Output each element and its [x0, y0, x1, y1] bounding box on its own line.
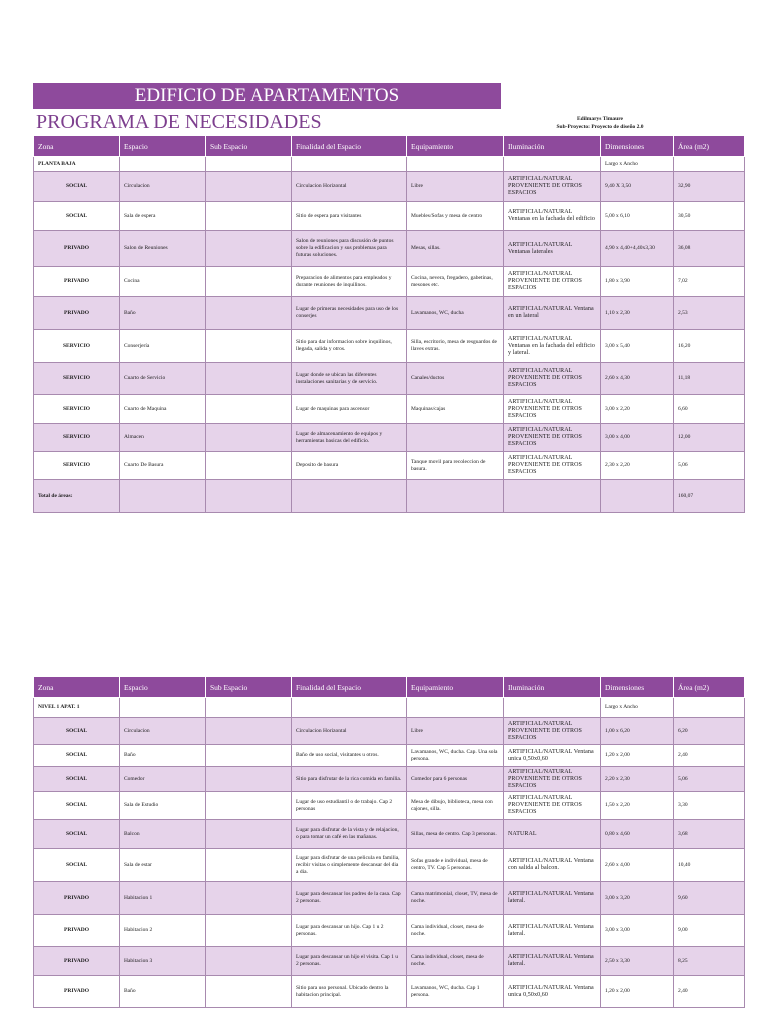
- dimensiones-cell: 0,80 x 4,60: [601, 820, 674, 849]
- dimensiones-cell: 3,00 x 4,00: [601, 424, 674, 452]
- espacio-cell: Habitacion 3: [120, 947, 206, 976]
- espacio-cell: Baño: [120, 745, 206, 767]
- espacio-cell: Circulacion: [120, 172, 206, 202]
- equipamiento-cell: Libre: [407, 172, 504, 202]
- area-cell: 16,20: [674, 330, 745, 363]
- table-row: [34, 849, 745, 882]
- zona-cell: SOCIAL: [34, 792, 120, 820]
- espacio-cell: [120, 480, 206, 513]
- zona-cell: PRIVADO: [34, 297, 120, 330]
- zona-cell: Total de áreas:: [34, 480, 120, 513]
- finalidad-cell: Sitio de espera para visitantes: [292, 202, 407, 231]
- area-cell: 30,50: [674, 202, 745, 231]
- area-cell: 32,90: [674, 172, 745, 202]
- table-row: [34, 267, 745, 297]
- area-cell: 2,40: [674, 745, 745, 767]
- table-row: [34, 745, 745, 767]
- table-row: [34, 395, 745, 424]
- iluminacion-cell: ARTIFICIAL/NATURAL Ventana en un lateral: [504, 297, 601, 330]
- equipamiento-cell: Tanque movil para recoleccion de basura.: [407, 452, 504, 480]
- dimensiones-cell: 9,40 X 3,50: [601, 172, 674, 202]
- zona-cell: SOCIAL: [34, 745, 120, 767]
- zona-cell: SOCIAL: [34, 849, 120, 882]
- document-title: EDIFICIO DE APARTAMENTOS: [33, 83, 501, 109]
- espacio-cell: Comedor: [120, 767, 206, 792]
- table-header-row: [34, 136, 745, 157]
- sub-espacio-cell: [206, 976, 292, 1008]
- area-cell: 7,02: [674, 267, 745, 297]
- zona-cell: SOCIAL: [34, 820, 120, 849]
- espacio-cell: Sala de estar: [120, 849, 206, 882]
- dimensiones-cell: 3,00 x 2,20: [601, 395, 674, 424]
- table-row: [34, 915, 745, 947]
- table-body: [34, 157, 745, 513]
- finalidad-cell: Baño de uso social, visitantes u otros.: [292, 745, 407, 767]
- table-row: [34, 698, 745, 718]
- finalidad-cell: Lugar de maquinas para ascensor: [292, 395, 407, 424]
- zona-cell: SOCIAL: [34, 202, 120, 231]
- sub-espacio-cell: [206, 792, 292, 820]
- espacio-cell: Habitacion 2: [120, 915, 206, 947]
- iluminacion-cell: ARTIFICIAL/NATURAL PROVENIENTE DE OTROS ESPACIOS: [504, 267, 601, 297]
- dimensiones-cell: 1,80 x 3,90: [601, 267, 674, 297]
- area-cell: 2,40: [674, 976, 745, 1008]
- equipamiento-cell: Muebles/Sofas y mesa de centro: [407, 202, 504, 231]
- sub-espacio-cell: [206, 882, 292, 915]
- table-row: [34, 297, 745, 330]
- table-row: [34, 976, 745, 1008]
- finalidad-cell: Circulacion Horizontal: [292, 718, 407, 745]
- table-row: [34, 480, 745, 513]
- sub-espacio-cell: [206, 297, 292, 330]
- dimensiones-cell: [601, 480, 674, 513]
- zona-cell: PRIVADO: [34, 267, 120, 297]
- espacio-cell: Cuarto De Basura: [120, 452, 206, 480]
- finalidad-cell: Preparacion de alimentos para empleados y durante reuniones de inquilinos.: [292, 267, 407, 297]
- zona-cell: SOCIAL: [34, 718, 120, 745]
- table-header-row: [34, 677, 745, 698]
- needs-table-ground-floor: [33, 135, 745, 513]
- column-header: Espacio: [120, 136, 206, 157]
- espacio-cell: Conserjería: [120, 330, 206, 363]
- iluminacion-cell: ARTIFICIAL/NATURAL PROVENIENTE DE OTROS ESPACIOS: [504, 363, 601, 395]
- zona-cell: SERVICIO: [34, 330, 120, 363]
- area-cell: 36,08: [674, 231, 745, 267]
- iluminacion-cell: [504, 480, 601, 513]
- finalidad-cell: Lugar para disfrutar de la vista y de relajacion, o para tomar un café en las mañanas.: [292, 820, 407, 849]
- column-header: Zona: [34, 677, 120, 698]
- dimensiones-cell: 2,20 x 2,30: [601, 767, 674, 792]
- column-header: Equipamiento: [407, 677, 504, 698]
- finalidad-cell: Deposito de basura: [292, 452, 407, 480]
- finalidad-cell: [292, 480, 407, 513]
- dimensiones-cell: 2,50 x 3,30: [601, 947, 674, 976]
- column-header: Área (m2): [674, 136, 745, 157]
- sub-espacio-cell: [206, 820, 292, 849]
- table-row: [34, 424, 745, 452]
- dimensiones-cell: 3,00 x 5,40: [601, 330, 674, 363]
- column-header: Dimensiones: [601, 136, 674, 157]
- equipamiento-cell: Mesa de dibujo, biblioteca, mesa con cajones, silla.: [407, 792, 504, 820]
- equipamiento-cell: Lavamanos, WC, ducha. Cap 1 persona.: [407, 976, 504, 1008]
- equipamiento-cell: Canales/ductos: [407, 363, 504, 395]
- needs-table-level-1: [33, 676, 745, 1008]
- equipamiento-cell: Sofas grande e individual, mesa de centro, TV. Cap 5 personas.: [407, 849, 504, 882]
- iluminacion-cell: ARTIFICIAL/NATURAL PROVENIENTE DE OTROS ESPACIOS: [504, 395, 601, 424]
- espacio-cell: Balcon: [120, 820, 206, 849]
- column-header: Espacio: [120, 677, 206, 698]
- dimensiones-cell: 1,20 x 2,00: [601, 745, 674, 767]
- area-cell: 160,07: [674, 480, 745, 513]
- column-header: Equipamiento: [407, 136, 504, 157]
- espacio-cell: Almacen: [120, 424, 206, 452]
- column-header: Finalidad del Espacio: [292, 677, 407, 698]
- equipamiento-cell: Cama matrimonial, closet, TV, mesa de noche.: [407, 882, 504, 915]
- espacio-cell: Sala de espera: [120, 202, 206, 231]
- iluminacion-cell: ARTIFICIAL/NATURAL Ventanas laterales: [504, 231, 601, 267]
- zona-cell: SERVICIO: [34, 452, 120, 480]
- iluminacion-cell: ARTIFICIAL/NATURAL Ventana unica 0,50x0,60: [504, 976, 601, 1008]
- area-cell: 12,00: [674, 424, 745, 452]
- iluminacion-cell: ARTIFICIAL/NATURAL PROVENIENTE DE OTROS ESPACIOS: [504, 718, 601, 745]
- zona-cell: SERVICIO: [34, 395, 120, 424]
- espacio-cell: [120, 157, 206, 172]
- area-cell: 11,18: [674, 363, 745, 395]
- finalidad-cell: Sitio para disfrutar de la rica comida en familia.: [292, 767, 407, 792]
- equipamiento-cell: Libre: [407, 718, 504, 745]
- espacio-cell: Circulacion: [120, 718, 206, 745]
- iluminacion-cell: ARTIFICIAL/NATURAL Ventanas en la fachada del edificio: [504, 202, 601, 231]
- zona-cell: NIVEL 1 APAT. 1: [34, 698, 120, 718]
- dimensiones-cell: Largo x Ancho: [601, 698, 674, 718]
- column-header: Sub Espacio: [206, 677, 292, 698]
- table-row: [34, 947, 745, 976]
- table-row: [34, 363, 745, 395]
- equipamiento-cell: [407, 157, 504, 172]
- area-cell: 9,60: [674, 882, 745, 915]
- sub-espacio-cell: [206, 172, 292, 202]
- iluminacion-cell: ARTIFICIAL/NATURAL Ventana con salida al balcon.: [504, 849, 601, 882]
- iluminacion-cell: ARTIFICIAL/NATURAL Ventana lateral.: [504, 947, 601, 976]
- equipamiento-cell: Maquinas/cajas: [407, 395, 504, 424]
- document-subtitle: PROGRAMA DE NECESIDADES: [36, 111, 322, 133]
- dimensiones-cell: 2,60 x 4,30: [601, 363, 674, 395]
- equipamiento-cell: [407, 424, 504, 452]
- espacio-cell: Baño: [120, 976, 206, 1008]
- table-row: [34, 202, 745, 231]
- equipamiento-cell: Silla, escritorio, mesa de resguardos de llaves extras.: [407, 330, 504, 363]
- dimensiones-cell: 1,20 x 2,00: [601, 976, 674, 1008]
- column-header: Sub Espacio: [206, 136, 292, 157]
- dimensiones-cell: 3,00 x 3,00: [601, 915, 674, 947]
- dimensiones-cell: 2,60 x 4,00: [601, 849, 674, 882]
- espacio-cell: Habitacion 1: [120, 882, 206, 915]
- sub-espacio-cell: [206, 767, 292, 792]
- author-block: [530, 115, 670, 131]
- sub-espacio-cell: [206, 452, 292, 480]
- sub-espacio-cell: [206, 718, 292, 745]
- sub-espacio-cell: [206, 395, 292, 424]
- area-cell: 5,06: [674, 767, 745, 792]
- espacio-cell: Cuarto de Maquina: [120, 395, 206, 424]
- sub-espacio-cell: [206, 947, 292, 976]
- equipamiento-cell: Cama individual, closet, mesa de noche.: [407, 947, 504, 976]
- area-cell: 3,30: [674, 792, 745, 820]
- sub-espacio-cell: [206, 330, 292, 363]
- equipamiento-cell: [407, 698, 504, 718]
- sub-espacio-cell: [206, 698, 292, 718]
- equipamiento-cell: Lavamanos, WC, ducha. Cap. Una sola persona.: [407, 745, 504, 767]
- finalidad-cell: Circulacion Horizontal: [292, 172, 407, 202]
- espacio-cell: Cocina: [120, 267, 206, 297]
- espacio-cell: Baño: [120, 297, 206, 330]
- equipamiento-cell: [407, 480, 504, 513]
- sub-espacio-cell: [206, 424, 292, 452]
- iluminacion-cell: ARTIFICIAL/NATURAL PROVENIENTE DE OTROS ESPACIOS: [504, 424, 601, 452]
- zona-cell: SERVICIO: [34, 363, 120, 395]
- sub-espacio-cell: [206, 915, 292, 947]
- iluminacion-cell: ARTIFICIAL/NATURAL Ventanas en la fachada del edificio y lateral.: [504, 330, 601, 363]
- dimensiones-cell: 1,00 x 6,20: [601, 718, 674, 745]
- dimensiones-cell: 3,00 x 3,20: [601, 882, 674, 915]
- finalidad-cell: [292, 157, 407, 172]
- equipamiento-cell: Lavamanos, WC, ducha: [407, 297, 504, 330]
- area-cell: 9,00: [674, 915, 745, 947]
- zona-cell: SERVICIO: [34, 424, 120, 452]
- equipamiento-cell: Cama individual, closet, mesa de noche.: [407, 915, 504, 947]
- column-header: Zona: [34, 136, 120, 157]
- iluminacion-cell: ARTIFICIAL/NATURAL PROVENIENTE DE OTROS ESPACIOS: [504, 767, 601, 792]
- table-row: [34, 792, 745, 820]
- zona-cell: SOCIAL: [34, 767, 120, 792]
- dimensiones-cell: 1,10 x 2,30: [601, 297, 674, 330]
- column-header: Área (m2): [674, 677, 745, 698]
- iluminacion-cell: ARTIFICIAL/NATURAL PROVENIENTE DE OTROS ESPACIOS: [504, 452, 601, 480]
- finalidad-cell: Lugar para descansar un hijo. Cap 1 u 2 personas.: [292, 915, 407, 947]
- area-cell: 5,06: [674, 452, 745, 480]
- table-row: [34, 820, 745, 849]
- zona-cell: PRIVADO: [34, 915, 120, 947]
- zona-cell: PLANTA BAJA: [34, 157, 120, 172]
- area-cell: [674, 698, 745, 718]
- finalidad-cell: Lugar para disfrutar de una pelicula en familia, recibir visitas o simplemente descansar del dia a dia.: [292, 849, 407, 882]
- project-name: Sub-Proyecto: Proyecto de diseño 2.0: [556, 124, 644, 130]
- finalidad-cell: Sitio para uso personal. Ubicado dentro la habitacion principal.: [292, 976, 407, 1008]
- finalidad-cell: Lugar de primeras necesidades para uso de los conserjes: [292, 297, 407, 330]
- area-cell: 2,53: [674, 297, 745, 330]
- dimensiones-cell: Largo x Ancho: [601, 157, 674, 172]
- sub-espacio-cell: [206, 480, 292, 513]
- equipamiento-cell: Sillas, mesa de centro. Cap 3 personas.: [407, 820, 504, 849]
- table-row: [34, 231, 745, 267]
- area-cell: 6,60: [674, 395, 745, 424]
- area-cell: 8,25: [674, 947, 745, 976]
- sub-espacio-cell: [206, 231, 292, 267]
- table-body: [34, 698, 745, 1008]
- equipamiento-cell: Mesas, sillas.: [407, 231, 504, 267]
- author-name: Edilmarys Timaure: [577, 116, 623, 122]
- espacio-cell: Salon de Reuniones: [120, 231, 206, 267]
- finalidad-cell: Lugar para descansar los padres de la casa. Cap 2 personas.: [292, 882, 407, 915]
- finalidad-cell: Lugar para descansar un hijo el visita. Cap 1 u 2 personas.: [292, 947, 407, 976]
- iluminacion-cell: NATURAL: [504, 820, 601, 849]
- area-cell: 10,40: [674, 849, 745, 882]
- iluminacion-cell: [504, 157, 601, 172]
- zona-cell: PRIVADO: [34, 231, 120, 267]
- column-header: Finalidad del Espacio: [292, 136, 407, 157]
- iluminacion-cell: ARTIFICIAL/NATURAL Ventana unica 0,50x0,60: [504, 745, 601, 767]
- espacio-cell: [120, 698, 206, 718]
- table-row: [34, 172, 745, 202]
- column-header: Dimensiones: [601, 677, 674, 698]
- zona-cell: PRIVADO: [34, 976, 120, 1008]
- iluminacion-cell: ARTIFICIAL/NATURAL PROVENIENTE DE OTROS ESPACIOS: [504, 172, 601, 202]
- table-row: [34, 157, 745, 172]
- dimensiones-cell: 1,50 x 2,20: [601, 792, 674, 820]
- table-row: [34, 330, 745, 363]
- sub-espacio-cell: [206, 202, 292, 231]
- iluminacion-cell: ARTIFICIAL/NATURAL Ventana lateral.: [504, 882, 601, 915]
- finalidad-cell: Lugar donde se ubican las diferentes instalaciones sanitarias y de servicio.: [292, 363, 407, 395]
- sub-espacio-cell: [206, 745, 292, 767]
- equipamiento-cell: Comedor para 6 personas: [407, 767, 504, 792]
- sub-espacio-cell: [206, 849, 292, 882]
- sub-espacio-cell: [206, 267, 292, 297]
- espacio-cell: Sala de Estudio: [120, 792, 206, 820]
- column-header: Iluminación: [504, 677, 601, 698]
- table-row: [34, 882, 745, 915]
- dimensiones-cell: 5,00 x 6,10: [601, 202, 674, 231]
- finalidad-cell: Lugar de almacenamiento de equipos y herramientas basicas del edificio.: [292, 424, 407, 452]
- equipamiento-cell: Cocina, nevera, fregadero, gabetinas, mesones etc.: [407, 267, 504, 297]
- dimensiones-cell: 4,90 x 4,40+4,40x3,30: [601, 231, 674, 267]
- zona-cell: PRIVADO: [34, 882, 120, 915]
- column-header: Iluminación: [504, 136, 601, 157]
- table-row: [34, 718, 745, 745]
- dimensiones-cell: 2,30 x 2,20: [601, 452, 674, 480]
- zona-cell: SOCIAL: [34, 172, 120, 202]
- finalidad-cell: Salon de reuniones para discusión de puntos sobre la edificacion y sus problemas para futuras soluciones.: [292, 231, 407, 267]
- iluminacion-cell: ARTIFICIAL/NATURAL PROVENIENTE DE OTROS ESPACIOS: [504, 792, 601, 820]
- finalidad-cell: Sitio para dar informacion sobre inquilinos, llegada, salida y otros.: [292, 330, 407, 363]
- area-cell: 3,68: [674, 820, 745, 849]
- sub-espacio-cell: [206, 157, 292, 172]
- area-cell: [674, 157, 745, 172]
- finalidad-cell: Lugar de uso estudiantil o de trabajo. Cap 2 personas: [292, 792, 407, 820]
- table-row: [34, 767, 745, 792]
- zona-cell: PRIVADO: [34, 947, 120, 976]
- iluminacion-cell: [504, 698, 601, 718]
- espacio-cell: Cuarto de Servicio: [120, 363, 206, 395]
- table-row: [34, 452, 745, 480]
- sub-espacio-cell: [206, 363, 292, 395]
- iluminacion-cell: ARTIFICIAL/NATURAL Ventana lateral.: [504, 915, 601, 947]
- finalidad-cell: [292, 698, 407, 718]
- area-cell: 6,20: [674, 718, 745, 745]
